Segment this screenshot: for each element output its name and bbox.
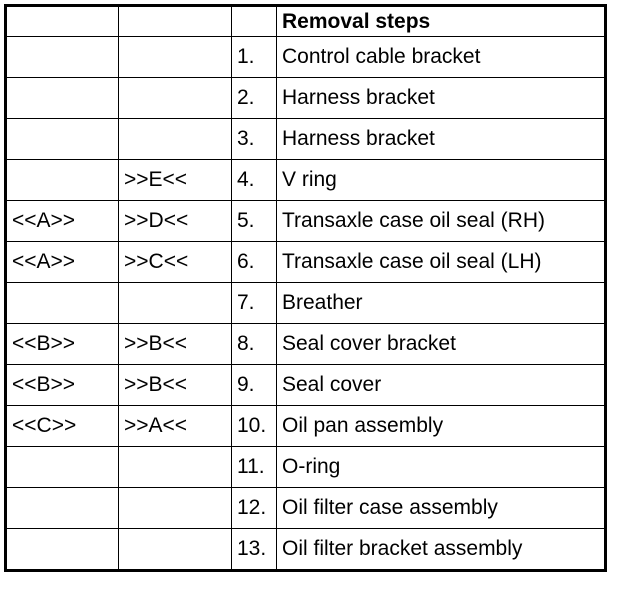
removal-ref	[119, 37, 232, 78]
installation-ref: <<C>>	[6, 406, 119, 447]
removal-ref	[119, 119, 232, 160]
step-number: 11.	[232, 447, 277, 488]
header-title: Removal steps	[277, 6, 606, 37]
header-blank-number	[232, 6, 277, 37]
installation-ref	[6, 283, 119, 324]
installation-ref: <<A>>	[6, 242, 119, 283]
step-name: Oil filter case assembly	[277, 488, 606, 529]
step-name: Breather	[277, 283, 606, 324]
step-number: 8.	[232, 324, 277, 365]
removal-ref: >>A<<	[119, 406, 232, 447]
step-number: 13.	[232, 529, 277, 571]
table-row	[6, 488, 606, 529]
installation-ref	[6, 160, 119, 201]
header-blank-removal-ref	[119, 6, 232, 37]
step-name: Harness bracket	[277, 78, 606, 119]
step-number: 1.	[232, 37, 277, 78]
removal-ref: >>B<<	[119, 324, 232, 365]
installation-ref	[6, 447, 119, 488]
step-name: Transaxle case oil seal (LH)	[277, 242, 606, 283]
step-number: 7.	[232, 283, 277, 324]
table-row	[6, 37, 606, 78]
step-number: 2.	[232, 78, 277, 119]
step-number: 9.	[232, 365, 277, 406]
step-number: 4.	[232, 160, 277, 201]
step-name: Control cable bracket	[277, 37, 606, 78]
step-number: 10.	[232, 406, 277, 447]
step-number: 6.	[232, 242, 277, 283]
table-row	[6, 78, 606, 119]
step-name: Seal cover	[277, 365, 606, 406]
removal-ref: >>C<<	[119, 242, 232, 283]
table-row	[6, 529, 606, 571]
step-name: Harness bracket	[277, 119, 606, 160]
table-row	[6, 119, 606, 160]
removal-ref	[119, 488, 232, 529]
header-row	[6, 6, 606, 37]
table-row	[6, 242, 606, 283]
removal-ref: >>D<<	[119, 201, 232, 242]
installation-ref: <<B>>	[6, 365, 119, 406]
header-blank-installation-ref	[6, 6, 119, 37]
installation-ref: <<A>>	[6, 201, 119, 242]
installation-ref	[6, 78, 119, 119]
step-name: Oil filter bracket assembly	[277, 529, 606, 571]
installation-ref: <<B>>	[6, 324, 119, 365]
table-row	[6, 160, 606, 201]
step-number: 5.	[232, 201, 277, 242]
step-name: O-ring	[277, 447, 606, 488]
installation-ref	[6, 488, 119, 529]
installation-ref	[6, 119, 119, 160]
removal-steps-table	[4, 4, 607, 572]
removal-ref	[119, 529, 232, 571]
table-row	[6, 283, 606, 324]
installation-ref	[6, 529, 119, 571]
step-name: V ring	[277, 160, 606, 201]
step-name: Oil pan assembly	[277, 406, 606, 447]
removal-ref	[119, 283, 232, 324]
removal-ref	[119, 447, 232, 488]
step-number: 12.	[232, 488, 277, 529]
installation-ref	[6, 37, 119, 78]
removal-ref: >>B<<	[119, 365, 232, 406]
step-name: Transaxle case oil seal (RH)	[277, 201, 606, 242]
table-row	[6, 365, 606, 406]
removal-ref: >>E<<	[119, 160, 232, 201]
table-row	[6, 447, 606, 488]
step-name: Seal cover bracket	[277, 324, 606, 365]
step-number: 3.	[232, 119, 277, 160]
removal-ref	[119, 78, 232, 119]
table-row	[6, 406, 606, 447]
table-row	[6, 324, 606, 365]
table-row	[6, 201, 606, 242]
